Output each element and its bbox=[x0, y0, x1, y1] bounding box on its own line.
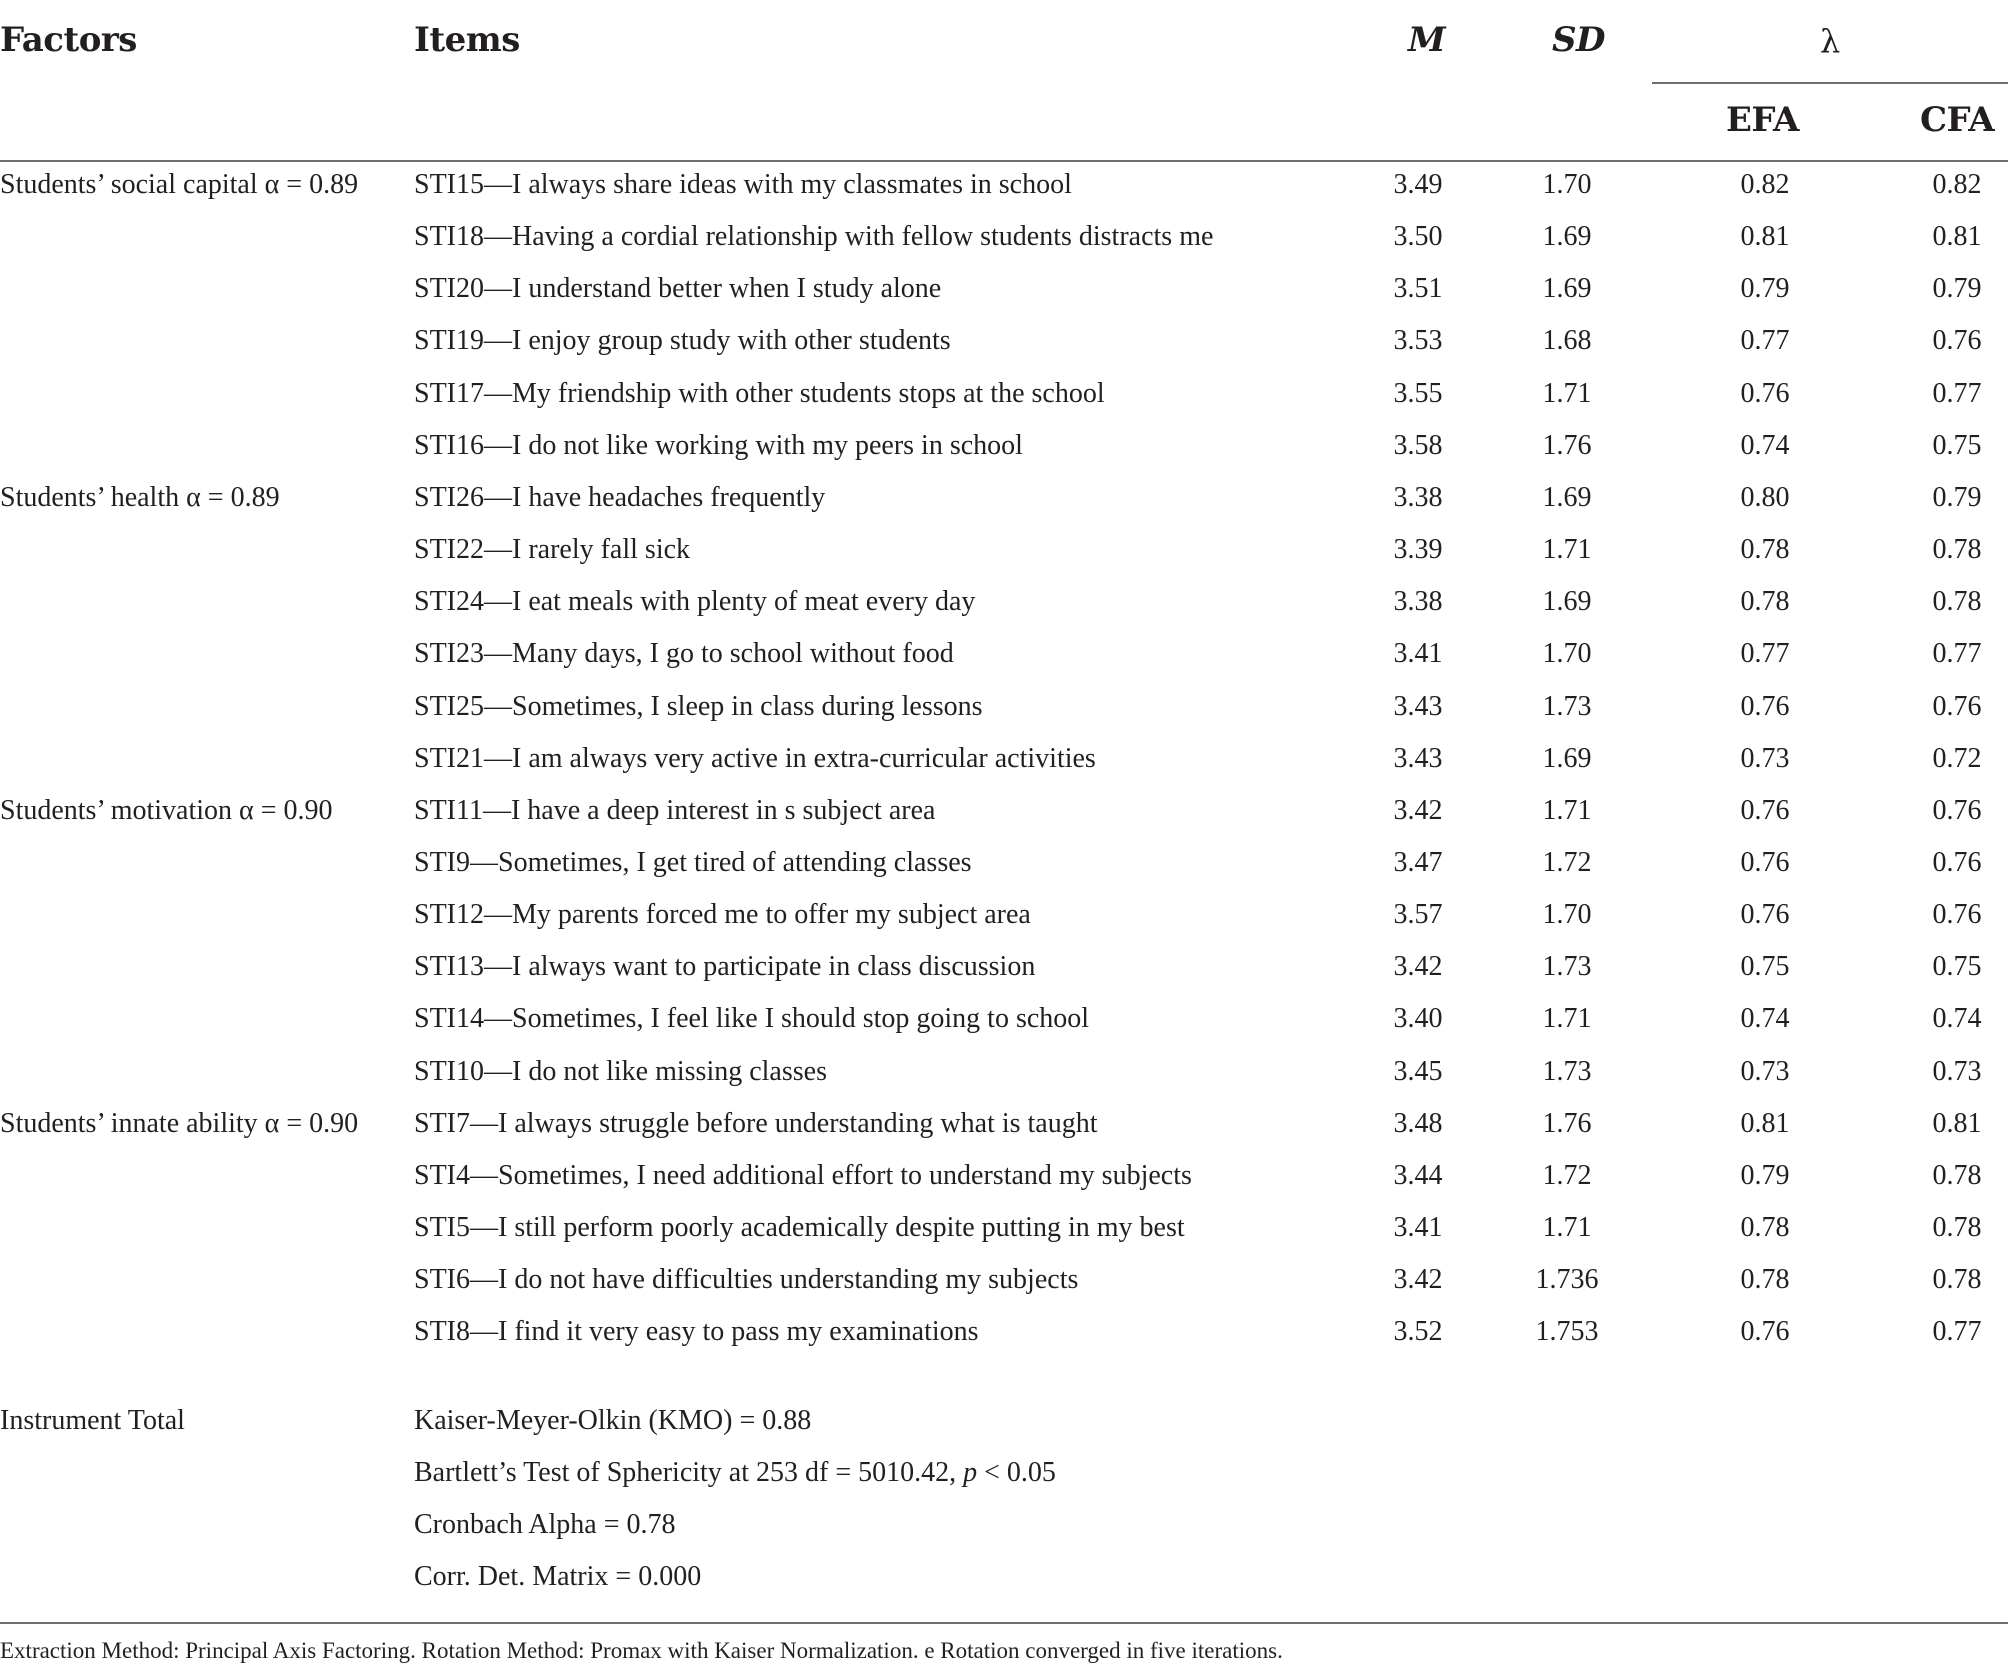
sd-cell: 1.73 bbox=[1542, 951, 1592, 982]
efa-cell: 0.76 bbox=[1740, 847, 1790, 878]
cfa-cell: 0.78 bbox=[1932, 586, 1982, 617]
item-cell: STI20—I understand better when I study alone bbox=[414, 273, 942, 304]
sd-cell: 1.76 bbox=[1542, 1108, 1592, 1139]
sd-cell: 1.68 bbox=[1542, 325, 1592, 356]
sd-cell: 1.69 bbox=[1542, 586, 1592, 617]
mean-cell: 3.57 bbox=[1393, 899, 1443, 930]
efa-cell: 0.80 bbox=[1740, 482, 1790, 513]
cfa-cell: 0.77 bbox=[1932, 638, 1982, 669]
item-cell: STI21—I am always very active in extra-curricular activities bbox=[414, 743, 1096, 774]
mean-cell: 3.43 bbox=[1393, 743, 1443, 774]
factor-cell: Students’ innate ability α = 0.90 bbox=[0, 1108, 359, 1139]
header-rule bbox=[0, 160, 2008, 162]
item-cell: STI25—Sometimes, I sleep in class during lessons bbox=[414, 691, 983, 722]
mean-cell: 3.43 bbox=[1393, 691, 1443, 722]
header-lambda: λ bbox=[1820, 22, 1840, 60]
item-cell: STI13—I always want to participate in class discussion bbox=[414, 951, 1036, 982]
cfa-cell: 0.78 bbox=[1932, 534, 1982, 565]
efa-cell: 0.74 bbox=[1740, 1003, 1790, 1034]
item-cell: STI4—Sometimes, I need additional effort to understand my subjects bbox=[414, 1160, 1192, 1191]
mean-cell: 3.52 bbox=[1393, 1316, 1443, 1347]
bartlett-post: < 0.05 bbox=[977, 1457, 1056, 1488]
header-cfa: CFA bbox=[1920, 100, 1995, 140]
efa-cell: 0.73 bbox=[1740, 1056, 1790, 1087]
item-cell: STI22—I rarely fall sick bbox=[414, 534, 691, 565]
item-cell: STI19—I enjoy group study with other students bbox=[414, 325, 951, 356]
item-cell: STI11—I have a deep interest in s subject area bbox=[414, 795, 936, 826]
efa-cell: 0.75 bbox=[1740, 951, 1790, 982]
cfa-cell: 0.76 bbox=[1932, 795, 1982, 826]
item-cell: STI24—I eat meals with plenty of meat every day bbox=[414, 586, 976, 617]
cfa-cell: 0.74 bbox=[1932, 1003, 1982, 1034]
efa-cell: 0.76 bbox=[1740, 899, 1790, 930]
cfa-cell: 0.78 bbox=[1932, 1160, 1982, 1191]
efa-cell: 0.78 bbox=[1740, 586, 1790, 617]
item-cell: STI15—I always share ideas with my classmates in school bbox=[414, 169, 1072, 200]
efa-cell: 0.74 bbox=[1740, 430, 1790, 461]
efa-cell: 0.78 bbox=[1740, 1212, 1790, 1243]
efa-cell: 0.82 bbox=[1740, 169, 1790, 200]
sd-cell: 1.76 bbox=[1542, 430, 1592, 461]
cfa-cell: 0.79 bbox=[1932, 482, 1982, 513]
sd-cell: 1.72 bbox=[1542, 1160, 1592, 1191]
mean-cell: 3.42 bbox=[1393, 1264, 1443, 1295]
lambda-rule bbox=[1652, 82, 2008, 84]
cfa-cell: 0.73 bbox=[1932, 1056, 1982, 1087]
efa-cell: 0.77 bbox=[1740, 325, 1790, 356]
cfa-cell: 0.75 bbox=[1932, 951, 1982, 982]
item-cell: STI8—I find it very easy to pass my examinations bbox=[414, 1316, 979, 1347]
efa-cell: 0.79 bbox=[1740, 1160, 1790, 1191]
instrument-label: Instrument Total bbox=[0, 1405, 185, 1436]
sd-cell: 1.736 bbox=[1535, 1264, 1599, 1295]
header-sd: SD bbox=[1552, 20, 1606, 60]
item-cell: STI12—My parents forced me to offer my subject area bbox=[414, 899, 1031, 930]
cfa-cell: 0.76 bbox=[1932, 325, 1982, 356]
cfa-cell: 0.76 bbox=[1932, 691, 1982, 722]
mean-cell: 3.39 bbox=[1393, 534, 1443, 565]
cfa-cell: 0.76 bbox=[1932, 847, 1982, 878]
cronbach-text: Cronbach Alpha = 0.78 bbox=[414, 1509, 676, 1540]
sd-cell: 1.70 bbox=[1542, 638, 1592, 669]
mean-cell: 3.58 bbox=[1393, 430, 1443, 461]
cfa-cell: 0.81 bbox=[1932, 1108, 1982, 1139]
footer-rule bbox=[0, 1622, 2008, 1624]
cfa-cell: 0.82 bbox=[1932, 169, 1982, 200]
efa-cell: 0.81 bbox=[1740, 1108, 1790, 1139]
mean-cell: 3.48 bbox=[1393, 1108, 1443, 1139]
cfa-cell: 0.76 bbox=[1932, 899, 1982, 930]
footnote: Extraction Method: Principal Axis Factoring. Rotation Method: Promax with Kaiser Normalization. e Rotation converged in five iterations. bbox=[0, 1638, 1283, 1663]
efa-cell: 0.77 bbox=[1740, 638, 1790, 669]
sd-cell: 1.73 bbox=[1542, 691, 1592, 722]
mean-cell: 3.50 bbox=[1393, 221, 1443, 252]
item-cell: STI16—I do not like working with my peers in school bbox=[414, 430, 1023, 461]
bartlett-p: p bbox=[963, 1457, 978, 1488]
factor-cell: Students’ motivation α = 0.90 bbox=[0, 795, 333, 826]
item-cell: STI23—Many days, I go to school without food bbox=[414, 638, 954, 669]
item-cell: STI18—Having a cordial relationship with fellow students distracts me bbox=[414, 221, 1214, 252]
mean-cell: 3.42 bbox=[1393, 795, 1443, 826]
item-cell: STI14—Sometimes, I feel like I should stop going to school bbox=[414, 1003, 1090, 1034]
mean-cell: 3.55 bbox=[1393, 378, 1443, 409]
header-efa: EFA bbox=[1726, 100, 1799, 140]
cfa-cell: 0.72 bbox=[1932, 743, 1982, 774]
item-cell: STI9—Sometimes, I get tired of attending classes bbox=[414, 847, 972, 878]
item-cell: STI10—I do not like missing classes bbox=[414, 1056, 827, 1087]
sd-cell: 1.71 bbox=[1542, 1212, 1592, 1243]
efa-cell: 0.76 bbox=[1740, 378, 1790, 409]
mean-cell: 3.40 bbox=[1393, 1003, 1443, 1034]
item-cell: STI6—I do not have difficulties understanding my subjects bbox=[414, 1264, 1079, 1295]
mean-cell: 3.38 bbox=[1393, 586, 1443, 617]
efa-cell: 0.76 bbox=[1740, 795, 1790, 826]
sd-cell: 1.71 bbox=[1542, 1003, 1592, 1034]
factor-cell: Students’ social capital α = 0.89 bbox=[0, 169, 359, 200]
cfa-cell: 0.77 bbox=[1932, 1316, 1982, 1347]
efa-cell: 0.78 bbox=[1740, 534, 1790, 565]
sd-cell: 1.69 bbox=[1542, 221, 1592, 252]
item-cell: STI5—I still perform poorly academically despite putting in my best bbox=[414, 1212, 1185, 1243]
sd-cell: 1.69 bbox=[1542, 743, 1592, 774]
sd-cell: 1.71 bbox=[1542, 534, 1592, 565]
item-cell: STI26—I have headaches frequently bbox=[414, 482, 826, 513]
sd-cell: 1.73 bbox=[1542, 1056, 1592, 1087]
mean-cell: 3.45 bbox=[1393, 1056, 1443, 1087]
cfa-cell: 0.77 bbox=[1932, 378, 1982, 409]
efa-cell: 0.73 bbox=[1740, 743, 1790, 774]
mean-cell: 3.49 bbox=[1393, 169, 1443, 200]
cfa-cell: 0.79 bbox=[1932, 273, 1982, 304]
sd-cell: 1.71 bbox=[1542, 795, 1592, 826]
corr-text: Corr. Det. Matrix = 0.000 bbox=[414, 1561, 702, 1592]
mean-cell: 3.47 bbox=[1393, 847, 1443, 878]
bartlett-pre: Bartlett’s Test of Sphericity at 253 df = 5010.42, bbox=[414, 1457, 964, 1488]
header-items: Items bbox=[414, 20, 520, 60]
factor-cell: Students’ health α = 0.89 bbox=[0, 482, 280, 513]
efa-cell: 0.81 bbox=[1740, 221, 1790, 252]
mean-cell: 3.51 bbox=[1393, 273, 1443, 304]
sd-cell: 1.72 bbox=[1542, 847, 1592, 878]
header-factors: Factors bbox=[0, 20, 137, 60]
mean-cell: 3.41 bbox=[1393, 1212, 1443, 1243]
sd-cell: 1.753 bbox=[1535, 1316, 1599, 1347]
header-mean: M bbox=[1408, 20, 1446, 60]
sd-cell: 1.69 bbox=[1542, 273, 1592, 304]
sd-cell: 1.70 bbox=[1542, 169, 1592, 200]
mean-cell: 3.53 bbox=[1393, 325, 1443, 356]
cfa-cell: 0.78 bbox=[1932, 1264, 1982, 1295]
efa-cell: 0.76 bbox=[1740, 691, 1790, 722]
bartlett-text bbox=[414, 1459, 1056, 1487]
cfa-cell: 0.81 bbox=[1932, 221, 1982, 252]
item-cell: STI7—I always struggle before understanding what is taught bbox=[414, 1108, 1098, 1139]
efa-cell: 0.79 bbox=[1740, 273, 1790, 304]
efa-cell: 0.76 bbox=[1740, 1316, 1790, 1347]
efa-cell: 0.78 bbox=[1740, 1264, 1790, 1295]
sd-cell: 1.71 bbox=[1542, 378, 1592, 409]
item-cell: STI17—My friendship with other students stops at the school bbox=[414, 378, 1105, 409]
sd-cell: 1.70 bbox=[1542, 899, 1592, 930]
mean-cell: 3.38 bbox=[1393, 482, 1443, 513]
sd-cell: 1.69 bbox=[1542, 482, 1592, 513]
cfa-cell: 0.75 bbox=[1932, 430, 1982, 461]
mean-cell: 3.42 bbox=[1393, 951, 1443, 982]
mean-cell: 3.44 bbox=[1393, 1160, 1443, 1191]
kmo-text: Kaiser-Meyer-Olkin (KMO) = 0.88 bbox=[414, 1405, 812, 1436]
mean-cell: 3.41 bbox=[1393, 638, 1443, 669]
cfa-cell: 0.78 bbox=[1932, 1212, 1982, 1243]
